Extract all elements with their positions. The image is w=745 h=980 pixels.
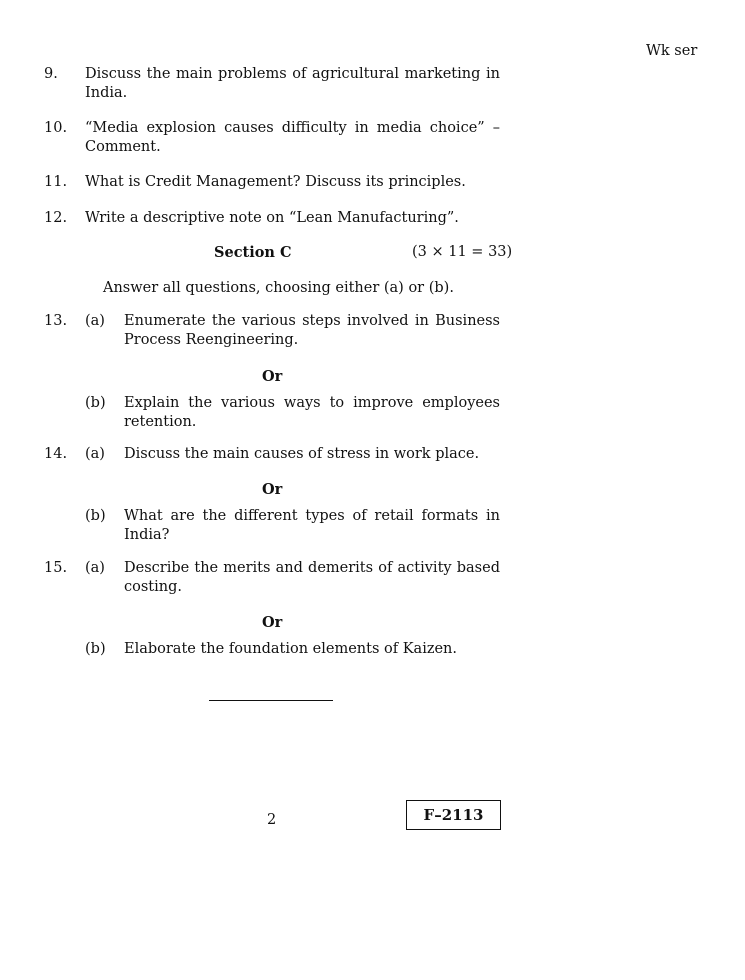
option-a-label: (a) bbox=[85, 446, 105, 462]
option-a-text: Enumerate the various steps involved in Business Process Reengineering. bbox=[124, 313, 500, 348]
or-separator: Or bbox=[262, 368, 283, 385]
option-b-label: (b) bbox=[85, 508, 106, 524]
or-separator: Or bbox=[262, 481, 283, 498]
option-b-text: Elaborate the foundation elements of Kaizen. bbox=[124, 641, 458, 657]
option-a-text: Discuss the main causes of stress in work place. bbox=[124, 446, 480, 462]
header-tag: Wk ser bbox=[646, 43, 698, 59]
question-number: 11. bbox=[44, 174, 68, 190]
question-number: 15. bbox=[44, 560, 68, 576]
option-a-text: Describe the merits and demerits of activity based costing. bbox=[124, 560, 500, 595]
option-b-text: What are the different types of retail formats in India? bbox=[124, 508, 500, 543]
option-b-label: (b) bbox=[85, 395, 106, 411]
option-b-label: (b) bbox=[85, 641, 106, 657]
question-number: 12. bbox=[44, 210, 68, 226]
question-text: “Media explosion causes difficulty in media choice” – Comment. bbox=[85, 120, 500, 155]
section-instruction: Answer all questions, choosing either (a) or (b). bbox=[103, 280, 454, 296]
option-a-label: (a) bbox=[85, 560, 105, 576]
paper-code: F–2113 bbox=[406, 800, 501, 830]
or-separator: Or bbox=[262, 614, 283, 631]
question-text: Write a descriptive note on “Lean Manufacturing”. bbox=[85, 210, 459, 226]
question-number: 10. bbox=[44, 120, 68, 136]
end-rule bbox=[209, 700, 333, 701]
question-number: 9. bbox=[44, 66, 58, 82]
section-title: Section C bbox=[214, 244, 292, 261]
question-text: What is Credit Management? Discuss its principles. bbox=[85, 174, 466, 190]
section-marks: (3 × 11 = 33) bbox=[412, 244, 513, 260]
page-number: 2 bbox=[267, 812, 277, 828]
question-number: 14. bbox=[44, 446, 68, 462]
question-number: 13. bbox=[44, 313, 68, 329]
option-a-label: (a) bbox=[85, 313, 105, 329]
question-text: Discuss the main problems of agricultural marketing in India. bbox=[85, 66, 500, 101]
option-b-text: Explain the various ways to improve employees retention. bbox=[124, 395, 500, 430]
